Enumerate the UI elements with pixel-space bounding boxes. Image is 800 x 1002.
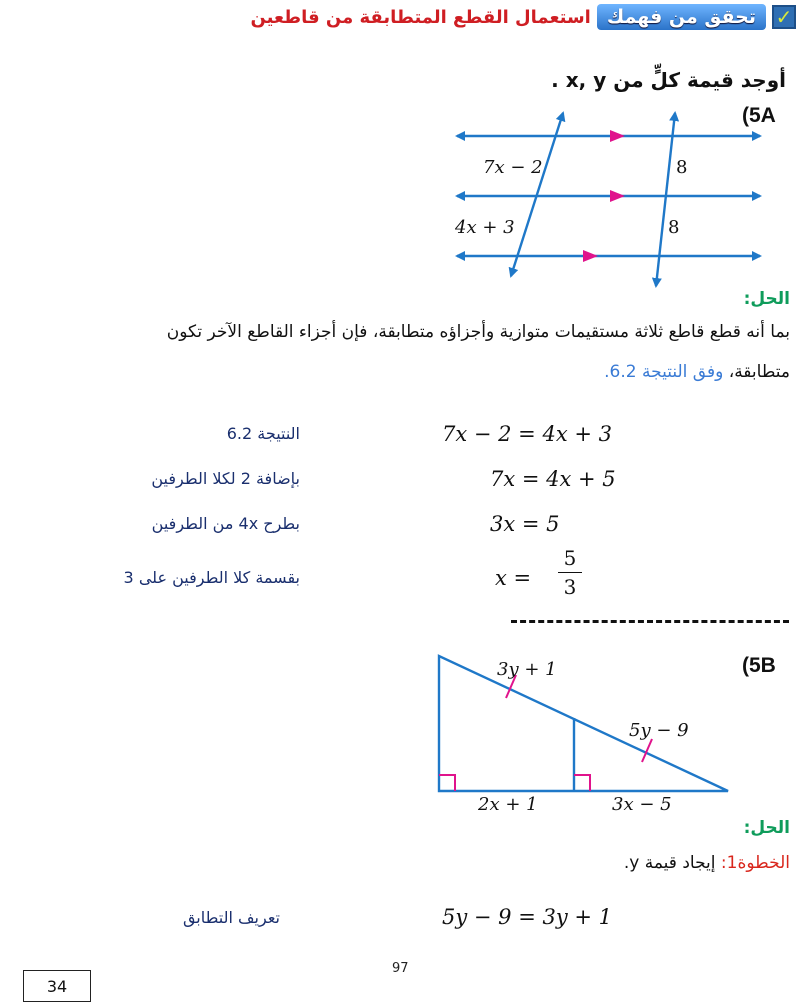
right-angle-mark-left xyxy=(439,775,455,791)
fraction-numerator: 5 xyxy=(563,546,577,570)
equation-step-4-lhs: x = xyxy=(495,566,532,590)
right-angle-mark-right xyxy=(574,775,590,791)
b-step-1-note: تعريف التطابق xyxy=(182,908,280,927)
part-5a-label: (5A xyxy=(742,104,776,127)
step-1-label: الخطوة1: xyxy=(720,853,790,873)
page-number: 97 xyxy=(392,961,409,976)
segment-label-7x-2: 7x − 2 xyxy=(483,157,543,178)
explanation-paragraph xyxy=(10,312,790,392)
equation-step-3: 3x = 5 xyxy=(490,512,560,536)
explanation-line-2-text: متطابقة، xyxy=(728,362,790,382)
question-text xyxy=(551,68,786,92)
page-box xyxy=(23,970,91,1002)
section-header xyxy=(250,2,796,32)
page-box-number: 34 xyxy=(46,976,68,996)
section-title: استعمال القطع المتطابقة من قاطعين xyxy=(250,6,591,28)
equation-b-step-1: 5y − 9 = 3y + 1 xyxy=(442,905,613,929)
theorem-reference: وفق النتيجة 6.2. xyxy=(604,362,724,382)
question-sentence: أوجد قيمة كلٍّ من x, y . xyxy=(551,68,786,92)
parallel-mark-3 xyxy=(583,250,598,262)
transversal-1 xyxy=(511,113,563,276)
solution-label-b: الحل: xyxy=(743,818,790,838)
fraction xyxy=(558,546,582,599)
parallel-lines-figure xyxy=(445,108,775,288)
hypotenuse-label-5y-9: 5y − 9 xyxy=(629,720,689,741)
step-1-text: إيجاد قيمة y. xyxy=(623,853,716,873)
step-4-note: بقسمة كلا الطرفين على 3 xyxy=(123,568,300,587)
step-3-note: بطرح 4x من الطرفين xyxy=(151,514,300,533)
step-1-note: النتيجة 6.2 xyxy=(226,424,300,443)
segment-label-8-top: 8 xyxy=(676,157,688,178)
explanation-line-1: بما أنه قطع قاطع ثلاثة مستقيمات متوازية وأجزاؤه متطابقة، فإن أجزاء القاطع الآخر تكون xyxy=(166,322,790,342)
parallel-mark-2 xyxy=(610,190,625,202)
hypotenuse-label-3y+1: 3y + 1 xyxy=(497,659,557,680)
equation-step-2: 7x = 4x + 5 xyxy=(490,467,616,491)
equation-step-1: 7x − 2 = 4x + 3 xyxy=(442,422,612,446)
part-5b-label: (5B xyxy=(742,654,776,677)
explanation-line-2 xyxy=(10,352,790,392)
segment-label-8-bottom: 8 xyxy=(668,217,680,238)
solution-label-a: الحل: xyxy=(743,289,790,309)
fraction-denominator: 3 xyxy=(563,575,577,599)
base-label-3x-5: 3x − 5 xyxy=(612,794,672,815)
base-label-2x+1: 2x + 1 xyxy=(478,794,538,815)
segment-label-4x+3: 4x + 3 xyxy=(455,217,515,238)
transversal-2 xyxy=(656,113,675,286)
check-understanding-badge: تحقق من فهمك xyxy=(597,4,766,30)
section-divider xyxy=(511,620,789,623)
step-2-note: بإضافة 2 لكلا الطرفين xyxy=(151,469,300,488)
fraction-bar xyxy=(558,572,582,573)
triangle-figure xyxy=(430,648,740,803)
parallel-mark-1 xyxy=(610,130,625,142)
step-1-heading xyxy=(624,853,790,873)
checkmark-icon: ✓ xyxy=(772,5,796,29)
